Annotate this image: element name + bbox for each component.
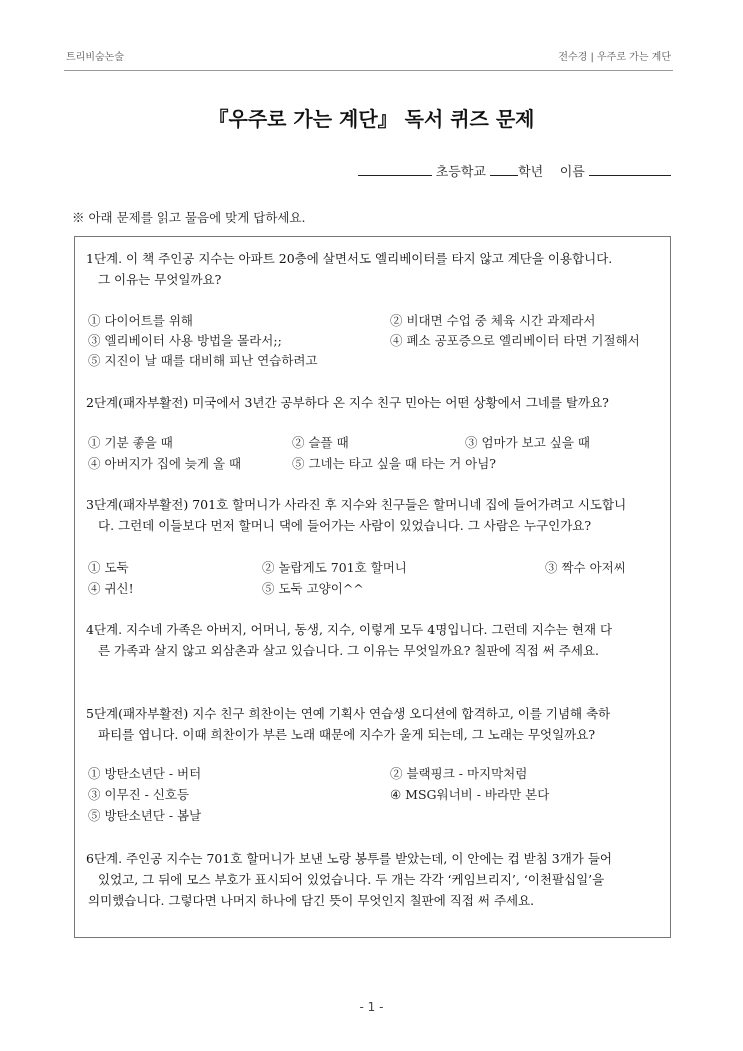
question-4-line-1: 4단계. 지수네 가족은 아버지, 어머니, 동생, 지수, 이렇게 모두 4명입니다. 그런데 지수는 현재 다 <box>86 622 613 637</box>
q3-option-5: ⑤ 도둑 고양이^^ <box>262 581 364 596</box>
grade-label: 학년 <box>518 165 544 180</box>
name-label: 이름 <box>559 165 585 180</box>
question-5-line-1: 5단계(패자부활전) 지수 친구 희찬이는 연예 기획사 연습생 오디션에 합격하고, 이를 기념해 축하 <box>86 706 611 721</box>
page-number: - 1 - <box>359 1000 384 1014</box>
q3-option-3: ③ 짝수 아저씨 <box>545 560 626 575</box>
q5-option-4: ④ MSG워너비 - 바라만 본다 <box>390 787 550 802</box>
question-2 <box>86 392 662 413</box>
question-1-line-1: 1단계. 이 책 주인공 지수는 아파트 20층에 살면서도 엘리베이터를 타지 않고 계단을 이용합니다. <box>86 251 613 266</box>
q3-option-2: ② 놀랍게도 701호 할머니 <box>262 560 407 575</box>
header-left-text: 트리비숨논술 <box>66 52 124 63</box>
q1-option-1: ① 다이어트를 위해 <box>88 313 193 328</box>
question-3 <box>86 494 662 536</box>
instruction-text: ※ 아래 문제를 읽고 물음에 맞게 답하세요. <box>72 210 306 225</box>
school-label: 초등학교 <box>435 165 486 180</box>
question-3-line-1: 3단계(패자부활전) 701호 할머니가 사라진 후 지수와 친구들은 할머니네 집에 들어가려고 시도합니 <box>86 497 627 512</box>
question-1-line-2: 그 이유는 무엇일까요? <box>98 272 222 287</box>
question-1 <box>86 248 662 290</box>
header-divider <box>64 70 673 71</box>
question-3-line-2: 다. 그런데 이들보다 먼저 할머니 댁에 들어가는 사람이 있었습니다. 그 사람은 누구인가요? <box>98 518 592 533</box>
q2-option-3: ③ 엄마가 보고 싶을 때 <box>465 435 590 450</box>
student-info-line <box>358 161 671 180</box>
q1-option-4: ④ 폐소 공포증으로 엘리베이터 타면 기절해서 <box>390 333 640 348</box>
page-title: 『우주로 가는 계단』 독서 퀴즈 문제 <box>208 107 535 131</box>
q3-option-4: ④ 귀신! <box>88 581 134 596</box>
q1-option-2: ② 비대면 수업 중 체육 시간 과제라서 <box>390 313 596 328</box>
q3-option-1: ① 도둑 <box>88 560 129 575</box>
school-blank <box>358 163 432 176</box>
q1-option-5: ⑤ 지진이 날 때를 대비해 피난 연습하려고 <box>88 353 318 368</box>
question-6-line-3: 의미했습니다. 그렇다면 나머지 하나에 담긴 뜻이 무엇인지 칠판에 직접 써 주세요. <box>88 893 535 908</box>
header-right-text: 전수경 | 우주로 가는 계단 <box>558 52 671 63</box>
q5-option-2: ② 블랙핑크 - 마지막처럼 <box>390 766 528 781</box>
q5-option-1: ① 방탄소년단 - 버터 <box>88 766 202 781</box>
question-6-line-2: 있었고, 그 뒤에 모스 부호가 표시되어 있었습니다. 두 개는 각각 ‘케임브리지’, ‘이천팔십일’을 <box>98 872 605 887</box>
question-4-line-2: 른 가족과 살지 않고 외삼촌과 살고 있습니다. 그 이유는 무엇일까요? 칠판에 직접 써 주세요. <box>98 643 600 658</box>
question-4 <box>86 619 662 661</box>
question-6 <box>86 848 662 911</box>
q1-option-3: ③ 엘리베이터 사용 방법을 몰라서;; <box>88 333 282 348</box>
q2-option-4: ④ 아버지가 집에 늦게 올 때 <box>88 456 242 471</box>
question-6-line-1: 6단계. 주인공 지수는 701호 할머니가 보낸 노랑 봉투를 받았는데, 이 안에는 컵 받침 3개가 들어 <box>86 851 612 866</box>
q2-option-2: ② 슬플 때 <box>292 435 349 450</box>
question-2-line-1: 2단계(패자부활전) 미국에서 3년간 공부하다 온 지수 친구 민아는 어떤 상황에서 그네를 탈까요? <box>86 395 609 410</box>
question-5-line-2: 파티를 엽니다. 이때 희찬이가 부른 노래 때문에 지수가 울게 되는데, 그 노래는 무엇일까요? <box>98 727 596 742</box>
name-blank <box>589 163 671 176</box>
question-5 <box>86 703 662 745</box>
q5-option-3: ③ 이무진 - 신호등 <box>88 787 190 802</box>
grade-blank <box>490 163 518 176</box>
q5-option-5: ⑤ 방탄소년단 - 봄날 <box>88 808 202 823</box>
q2-option-1: ① 기분 좋을 때 <box>88 435 173 450</box>
q2-option-5: ⑤ 그네는 타고 싶을 때 타는 거 아님? <box>292 456 496 471</box>
